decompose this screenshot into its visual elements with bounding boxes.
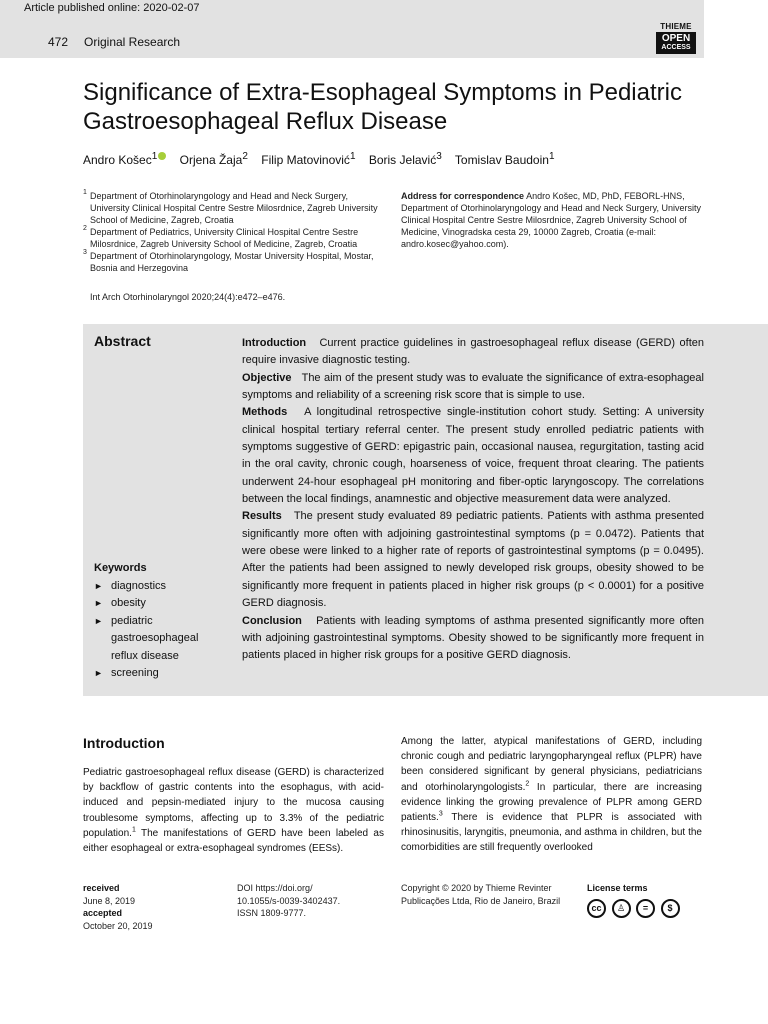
thieme-open-access-logo: THIEME OPEN ACCESS [656,22,696,54]
doi-info: DOI https://doi.org/ 10.1055/s-0039-3402437. ISSN 1809-9777. [237,883,341,918]
arrow-icon: ► [94,598,103,608]
author[interactable]: Filip Matovinović$^1$ [261,151,356,167]
cc-icon: cc [587,899,606,918]
abstract-introduction: Introduction Current practice guidelines in gastroesophageal reflux disease (GERD) often require invasive diagnostic testing. [242,337,704,367]
affiliations [83,190,388,274]
reference-link[interactable]: 1 [131,826,136,834]
affiliation: 3 Department of Otorhinolaryngology, Mostar University Hospital, Mostar, Bosnia and Herzegovina [83,249,374,273]
section-label: Original Research [84,35,181,49]
abstract-heading: Abstract [94,333,151,349]
attribution-icon: ♙ [612,899,631,918]
author[interactable]: Boris Jelavić$^3$ [368,151,442,167]
abstract-conclusion: Conclusion Patients with leading symptoms of asthma presented significantly more often with adjoining gastrointestinal symptoms. Obesity showed to be significantly more frequent in patients placed in higher risk groups for a positive GERD diagnosis. [242,614,705,662]
affiliation: 2 Department of Pediatrics, University Clinical Hospital Centre Sestre Milosrdnice, Zagreb University School of Medicine, Zagreb, Croatia [83,225,359,249]
keywords [94,560,224,683]
abstract-methods: Methods A longitudinal retrospective single-institution cohort study. Setting: A university clinical hospital tertiary referral center. The present study enrolled pediatric patients with symptoms suggestive of GERD: epigastric pain, occasional nausea, regurgitation, tasting acid in the oral cavity, chronic cough, hoarseness of voice, frequent throat clearing. The patients underwent 24-hour esophageal pH monitoring and fiber-optic laryngoscopy. The correlations between the local findings, anamnestic and objective measurement data were analyzed. [242,406,704,506]
page-number: 472 [48,35,69,49]
copyright-notice: Copyright © 2020 by Thieme Revinter Publicações Ltda, Rio de Janeiro, Brazil [401,883,561,906]
article-title: Significance of Extra-Esophageal Symptoms in Pediatric Gastroesophageal Reflux Disease [83,79,682,135]
introduction-heading: Introduction [83,735,165,751]
introduction-left-column: Pediatric gastroesophageal reflux disease (GERD) is characterized by backflow of gastric contents into the esophagus, with acid-induced and pepsin-mediated injury to the mucosa causing troublesome symptoms, affecting up to 3.3% of the pediatric population.$^1$ The manifestations of GERD have been labeled as either esophageal or extra-esophageal syndromes (EESs). [83,767,384,855]
abstract-text [242,335,704,665]
license-icons[interactable] [587,899,683,918]
non-commercial-icon: $ [661,899,680,918]
header-band [0,0,704,58]
keyword-item[interactable]: ► diagnostics [94,578,224,596]
article-dates: received June 8, 2019 accepted October 20, 2019 [83,883,153,931]
keyword-item[interactable]: ► pediatric gastroesophageal reflux disease [94,614,199,662]
orcid-icon[interactable] [158,152,166,160]
abstract-box [83,324,768,696]
keyword-item[interactable]: ► screening [94,665,224,683]
reference-link[interactable]: 3 [438,810,443,818]
affiliation: 1 Department of Otorhinolaryngology and Head and Neck Surgery, University Clinical Hospital Centre Sestre Milosrdnice, Zagreb University School of Medicine, Zagreb, Croatia [83,189,378,225]
author[interactable]: Orjena Žaja$^2$ [179,151,248,167]
author-list [83,151,565,167]
arrow-icon: ► [94,580,103,591]
reference-link[interactable]: 2 [525,780,530,788]
arrow-icon: ► [94,615,103,626]
no-derivatives-icon: = [636,899,655,918]
arrow-icon: ► [94,668,103,678]
abstract-results: Results The present study evaluated 89 pediatric patients. Patients with asthma presented significantly more often with adjoining gastrointestinal symptoms (p = 0.0472). Patients that were obese were linked to a higher rate of reports of gastrointestinal symptoms (p = 0.0495). After the patients had been assigned to newly developed risk groups, obesity showed to be significantly more frequent in patients placed in higher risk groups (p < 0.0001) for a positive GERD diagnosis. [242,510,704,610]
author[interactable]: Andro Košec$^1$ [83,153,166,167]
doi-link-cont[interactable]: 10.1055/s-0039-3402437. [237,895,341,906]
correspondence-address: Address for correspondence Andro Košec, MD, PhD, FEBORL-HNS, Department of Otorhinolaryngology and Head and Neck Surgery, University Clinical Hospital Centre Sestre Milosrdnice, Zagreb University School of Medicine, Vinogradska cesta 29, 10000 Zagreb, Croatia (e-mail: andro.kosec@yahoo.com). [401,191,701,249]
keyword-item[interactable]: ► obesity [94,595,224,613]
author[interactable]: Tomislav Baudoin$^1$ [454,151,555,167]
doi-link[interactable]: https://doi.org/ [255,883,313,893]
abstract-objective: Objective The aim of the present study was to evaluate the significance of extra-esophageal symptoms and reliability of a screening risk score that is simple to use. [242,371,704,402]
license-terms: License terms cc ♙ = $ [587,882,683,918]
introduction-right-column: Among the latter, atypical manifestations of GERD, including chronic cough and pediatric laryngopharyngeal reflux (PLPR) have been considered significant by general physicians, pediatricians and otorhinolaryngologists.$^2$ In particular, there are increasing evidence linking the growing prevalence of PLPR among GERD patients.$^3$ There is evidence that PLPR is associated with rhinosinusitis, laryngitis, pneumonia, and asthma in children, but the comorbidities are still frequently overlooked [401,736,702,854]
journal-citation: Int Arch Otorhinolaryngol 2020;24(4):e472–e476. [90,292,286,302]
publication-date: Article published online: 2020-02-07 [24,2,200,14]
keywords-heading: Keywords [94,562,147,574]
